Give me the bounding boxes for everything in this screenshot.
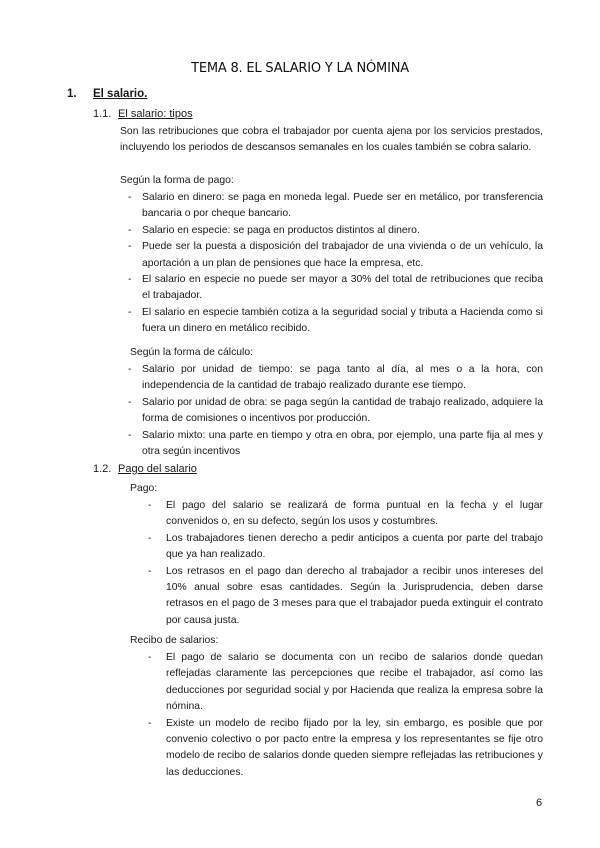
list-item [128, 190, 543, 223]
subsection-number: 1.1. [93, 108, 112, 120]
list-item-text: Los trabajadores tienen derecho a pedir anticipos a cuenta por parte del trabajo que ya han realizado. [166, 532, 543, 561]
list-item [148, 716, 543, 782]
bullet-dash: - [128, 306, 132, 318]
bullet-dash: - [148, 565, 152, 577]
list-item [128, 362, 543, 395]
list-item-text: Salario por unidad de obra: se paga según la cantidad de trabajo realizado, adquiere la forma de comisiones o incentivos por producción. [142, 396, 543, 425]
list-item [148, 564, 543, 630]
list-item-text: Los retrasos en el pago dan derecho al trabajador a recibir unos intereses del 10% anual sobre esas cantidades. Según la Jurisprudencia, deben darse retrasos en el pago de 3 meses para que el trabajador pueda extinguir el contrato por causa justa. [166, 565, 543, 626]
list-item [128, 428, 543, 461]
recibo-label: Recibo de salarios: [130, 635, 219, 646]
bullet-dash: - [128, 274, 132, 286]
forma-calculo-list [128, 362, 543, 460]
subsection-number: 1.2. [93, 463, 112, 475]
bullet-dash: - [148, 532, 152, 544]
forma-pago-list [128, 190, 543, 338]
list-item-text: Puede ser la puesta a disposición del trabajador de una vivienda o de un vehículo, la aportación a un plan de pensiones que hace la empresa, etc. [142, 241, 543, 269]
pago-label: Pago: [130, 483, 158, 494]
list-item-text: El pago de salario se documenta con un recibo de salarios donde quedan reflejadas claramente las percepciones que recibe el trabajador, así como las deducciones por seguridad social y por Hacienda que realiza la empresa sobre la nómina. [166, 652, 543, 713]
bullet-dash: - [148, 717, 152, 729]
forma-pago-label: Según la forma de pago: [120, 175, 234, 186]
pago-list [148, 498, 543, 629]
subsection-title: Pago del salario [118, 463, 197, 475]
bullet-dash: - [148, 500, 152, 511]
list-item-text: Salario mixto: una parte en tiempo y otra en obra, por ejemplo, una parte fija al mes y otra según incentivos [142, 429, 543, 458]
section-title: El salario. [93, 88, 148, 100]
bullet-dash: - [128, 192, 132, 203]
recibo-list [148, 650, 543, 781]
list-item [128, 272, 543, 305]
list-item-text: Salario en dinero: se paga en moneda legal. Puede ser en metálico, por transferencia bancaria o por cheque bancario. [142, 192, 543, 220]
document-title: TEMA 8. EL SALARIO Y LA NÓMINA [191, 61, 409, 76]
list-item [128, 239, 543, 272]
list-item [128, 395, 543, 428]
intro-paragraph: Son las retribuciones que cobra el trabajador por cuenta ajena por los servicios prestados, incluyendo los periodos de descansos semanales en los cuales también se cobra salario. [120, 126, 543, 153]
bullet-dash: - [128, 224, 132, 236]
list-item-text: El pago del salario se realizará de forma puntual en la fecha y el lugar convenidos o, en su defecto, según los usos y costumbres. [166, 500, 543, 528]
page-number: 6 [536, 797, 543, 809]
list-item [128, 305, 543, 338]
list-item-text: Salario en especie: se paga en productos distintos al dinero. [142, 224, 420, 236]
bullet-dash: - [148, 652, 152, 663]
list-item [148, 531, 543, 564]
bullet-dash: - [128, 429, 132, 441]
list-item-text: Existe un modelo de recibo fijado por la ley, sin embargo, es posible que por convenio colectivo o por pacto entre la empresa y los representantes se fije otro modelo de recibo de salarios donde queden siempre reflejadas las retribuciones y las deducciones. [166, 717, 543, 778]
list-item-text: Salario por unidad de tiempo: se paga tanto al día, al mes o a la hora, con independencia de la cantidad de trabajo realizado durante ese tiempo. [142, 364, 543, 392]
bullet-dash: - [128, 396, 132, 408]
list-item [148, 498, 543, 531]
list-item [128, 223, 543, 239]
bullet-dash: - [128, 241, 132, 253]
list-item-text: El salario en especie también cotiza a la seguridad social y tributa a Hacienda como si fuera un dinero en metálico recibido. [142, 306, 543, 335]
bullet-dash: - [128, 364, 132, 375]
list-item [148, 650, 543, 716]
section-number: 1. [67, 88, 77, 100]
forma-calculo-label: Según la forma de cálculo: [130, 347, 254, 358]
list-item-text: El salario en especie no puede ser mayor a 30% del total de retribuciones que reciba el trabajador. [142, 274, 543, 302]
subsection-title: El salario: tipos [118, 108, 193, 120]
